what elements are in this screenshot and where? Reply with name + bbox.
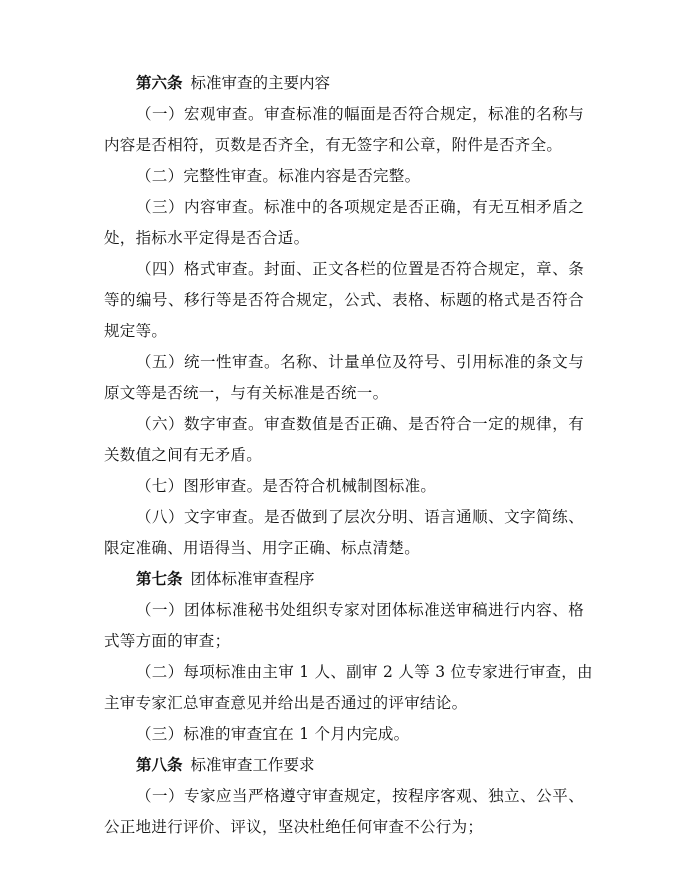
- article-title: 标准审查工作要求: [190, 756, 315, 774]
- article-6-item-4: [104, 254, 584, 347]
- paragraph-line: 限定准确、用语得当、用字正确、标点清楚。: [104, 539, 421, 557]
- article-6-item-1: [104, 99, 584, 161]
- paragraph-line: （八）文字审查。是否做到了层次分明、语言通顺、文字简练、: [136, 508, 584, 526]
- article-7-item-1: [104, 595, 584, 657]
- paragraph-line: 规定等。: [104, 322, 168, 340]
- article-8-heading: [104, 750, 584, 781]
- article-6-item-8: [104, 502, 584, 564]
- article-6-item-3: [104, 192, 584, 254]
- article-8-item-1: [104, 781, 584, 843]
- paragraph-line: 处，指标水平定得是否合适。: [104, 229, 310, 247]
- paragraph-line: （五）统一性审查。名称、计量单位及符号、引用标准的条文与: [136, 353, 584, 371]
- paragraph-line: （三）内容审查。标准中的各项规定是否正确，有无互相矛盾之: [136, 198, 584, 216]
- paragraph-line: 主审专家汇总审查意见并给出是否通过的评审结论。: [104, 694, 468, 712]
- paragraph-line: （六）数字审查。审查数值是否正确、是否符合一定的规律，有: [136, 415, 584, 433]
- paragraph-line: （三）标准的审查宜在 1 个月内完成。: [136, 725, 410, 743]
- paragraph-line: （一）专家应当严格遵守审查规定，按程序客观、独立、公平、: [136, 787, 584, 805]
- article-6-item-5: [104, 347, 584, 409]
- paragraph-line: 式等方面的审查；: [104, 632, 231, 650]
- paragraph-line: （二）完整性审查。标准内容是否完整。: [136, 167, 421, 185]
- article-number: 第六条: [136, 74, 183, 92]
- document-body: [104, 68, 593, 843]
- article-title: 标准审查的主要内容: [190, 74, 331, 92]
- paragraph-line: 公正地进行评价、评议，坚决杜绝任何审查不公行为；: [104, 818, 484, 836]
- article-number: 第七条: [136, 570, 183, 588]
- paragraph-line: 等的编号、移行等是否符合规定，公式、表格、标题的格式是否符合: [104, 291, 584, 309]
- paragraph-line: 原文等是否统一，与有关标准是否统一。: [104, 384, 389, 402]
- paragraph-line: （二）每项标准由主审 1 人、副审 2 人等 3 位专家进行审查，由: [136, 663, 593, 681]
- article-6-heading: [104, 68, 584, 99]
- article-6-item-7: [104, 471, 584, 502]
- paragraph-line: （一）团体标准秘书处组织专家对团体标准送审稿进行内容、格: [136, 601, 584, 619]
- article-number: 第八条: [136, 756, 183, 774]
- paragraph-line: （一）宏观审查。审查标准的幅面是否符合规定，标准的名称与: [136, 105, 584, 123]
- article-7-heading: [104, 564, 584, 595]
- paragraph-line: （四）格式审查。封面、正文各栏的位置是否符合规定，章、条: [136, 260, 584, 278]
- paragraph-line: 内容是否相符，页数是否齐全，有无签字和公章，附件是否齐全。: [104, 136, 563, 154]
- article-title: 团体标准审查程序: [190, 570, 315, 588]
- paragraph-line: 关数值之间有无矛盾。: [104, 446, 263, 464]
- article-7-item-3: [104, 719, 584, 750]
- article-6-item-2: [104, 161, 584, 192]
- paragraph-line: （七）图形审查。是否符合机械制图标准。: [136, 477, 437, 495]
- article-6-item-6: [104, 409, 584, 471]
- article-7-item-2: [104, 657, 593, 719]
